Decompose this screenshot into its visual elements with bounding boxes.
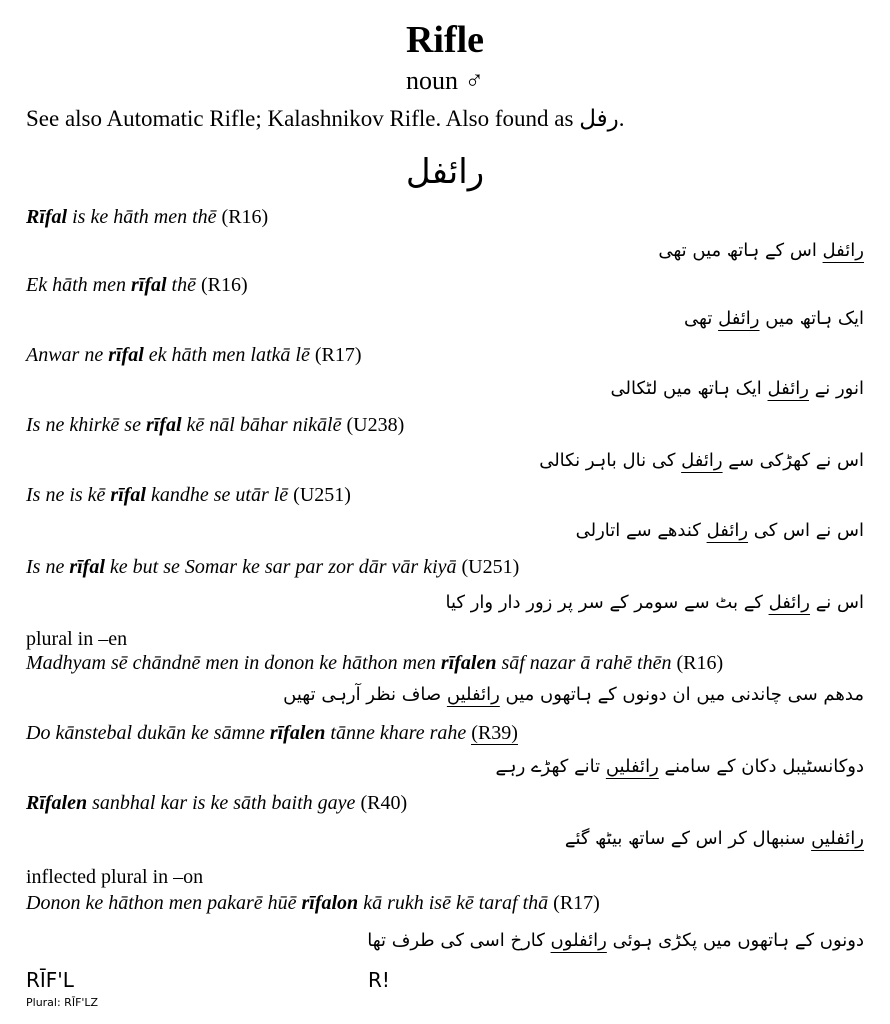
example-roman: Rīfal is ke hāth men thē (R16) xyxy=(26,206,269,228)
example-roman: Is ne rīfal ke but se Somar ke sar par zor dār vār kiyā (U251) xyxy=(26,556,520,578)
example-urdu: دوکانسٹیبل دکان کے سامنے رائفلیں تانے کھڑے رہے xyxy=(495,756,864,777)
part-of-speech: noun ♂ xyxy=(406,66,484,95)
example-roman: Anwar ne rīfal ek hāth men latkā lē (R17) xyxy=(26,344,362,366)
example-roman: Donon ke hāthon men pakarē hūē rīfalon kā rukh isē kē taraf thā (R17) xyxy=(26,892,600,914)
inflected-plural-label: inflected plural in –on xyxy=(26,866,204,888)
example-roman: Rīfalen sanbhal kar is ke sāth baith gaye (R40) xyxy=(26,792,408,814)
example-roman: Ek hāth men rīfal thē (R16) xyxy=(26,274,248,296)
example-roman: Is ne is kē rīfal kandhe se utār lē (U251) xyxy=(26,484,351,506)
example-urdu: اس نے رائفل کے بٹ سے سومر کے سر پر زور دار وار کیا xyxy=(445,592,864,613)
example-urdu: ایک ہاتھ میں رائفل تھی xyxy=(684,308,864,329)
stress-marker: R! xyxy=(368,968,390,992)
plural-label: plural in –en xyxy=(26,628,128,650)
example-roman: Do kānstebal dukān ke sāmne rīfalen tānne khare rahe (R39) xyxy=(26,722,518,744)
example-roman: Madhyam sē chāndnē men in donon ke hāthon men rīfalen sāf nazar ā rahē thēn (R16) xyxy=(26,652,724,674)
example-urdu: دونوں کے ہاتھوں میں پکڑی ہوئی رائفلوں کارخ اسی کی طرف تھا xyxy=(367,930,864,951)
headword: Rifle xyxy=(405,19,485,61)
see-also-note: See also Automatic Rifle; Kalashnikov Rifle. Also found as رفل. xyxy=(26,106,625,131)
example-urdu: رائفل اس کے ہاتھ میں تھی xyxy=(658,240,864,261)
example-urdu: مدھم سی چاندنی میں ان دونوں کے ہاتھوں میں رائفلیں صاف نظر آرہی تھیں xyxy=(283,684,864,705)
example-urdu: انور نے رائفل ایک ہاتھ میں لٹکالی xyxy=(610,378,864,399)
urdu-headword: رائفل xyxy=(405,152,485,192)
plural-pronunciation: Plural: RĪF'LZ xyxy=(26,996,99,1009)
pronunciation: RĪF'L xyxy=(26,968,74,992)
example-roman: Is ne khirkē se rīfal kē nāl bāhar nikālē (U238) xyxy=(26,414,405,436)
example-urdu: اس نے کھڑکی سے رائفل کی نال باہر نکالی xyxy=(539,450,864,471)
example-urdu: رائفلیں سنبھال کر اس کے ساتھ بیٹھ گئے xyxy=(564,828,864,849)
example-urdu: اس نے اس کی رائفل کندھے سے اتارلی xyxy=(575,520,864,541)
